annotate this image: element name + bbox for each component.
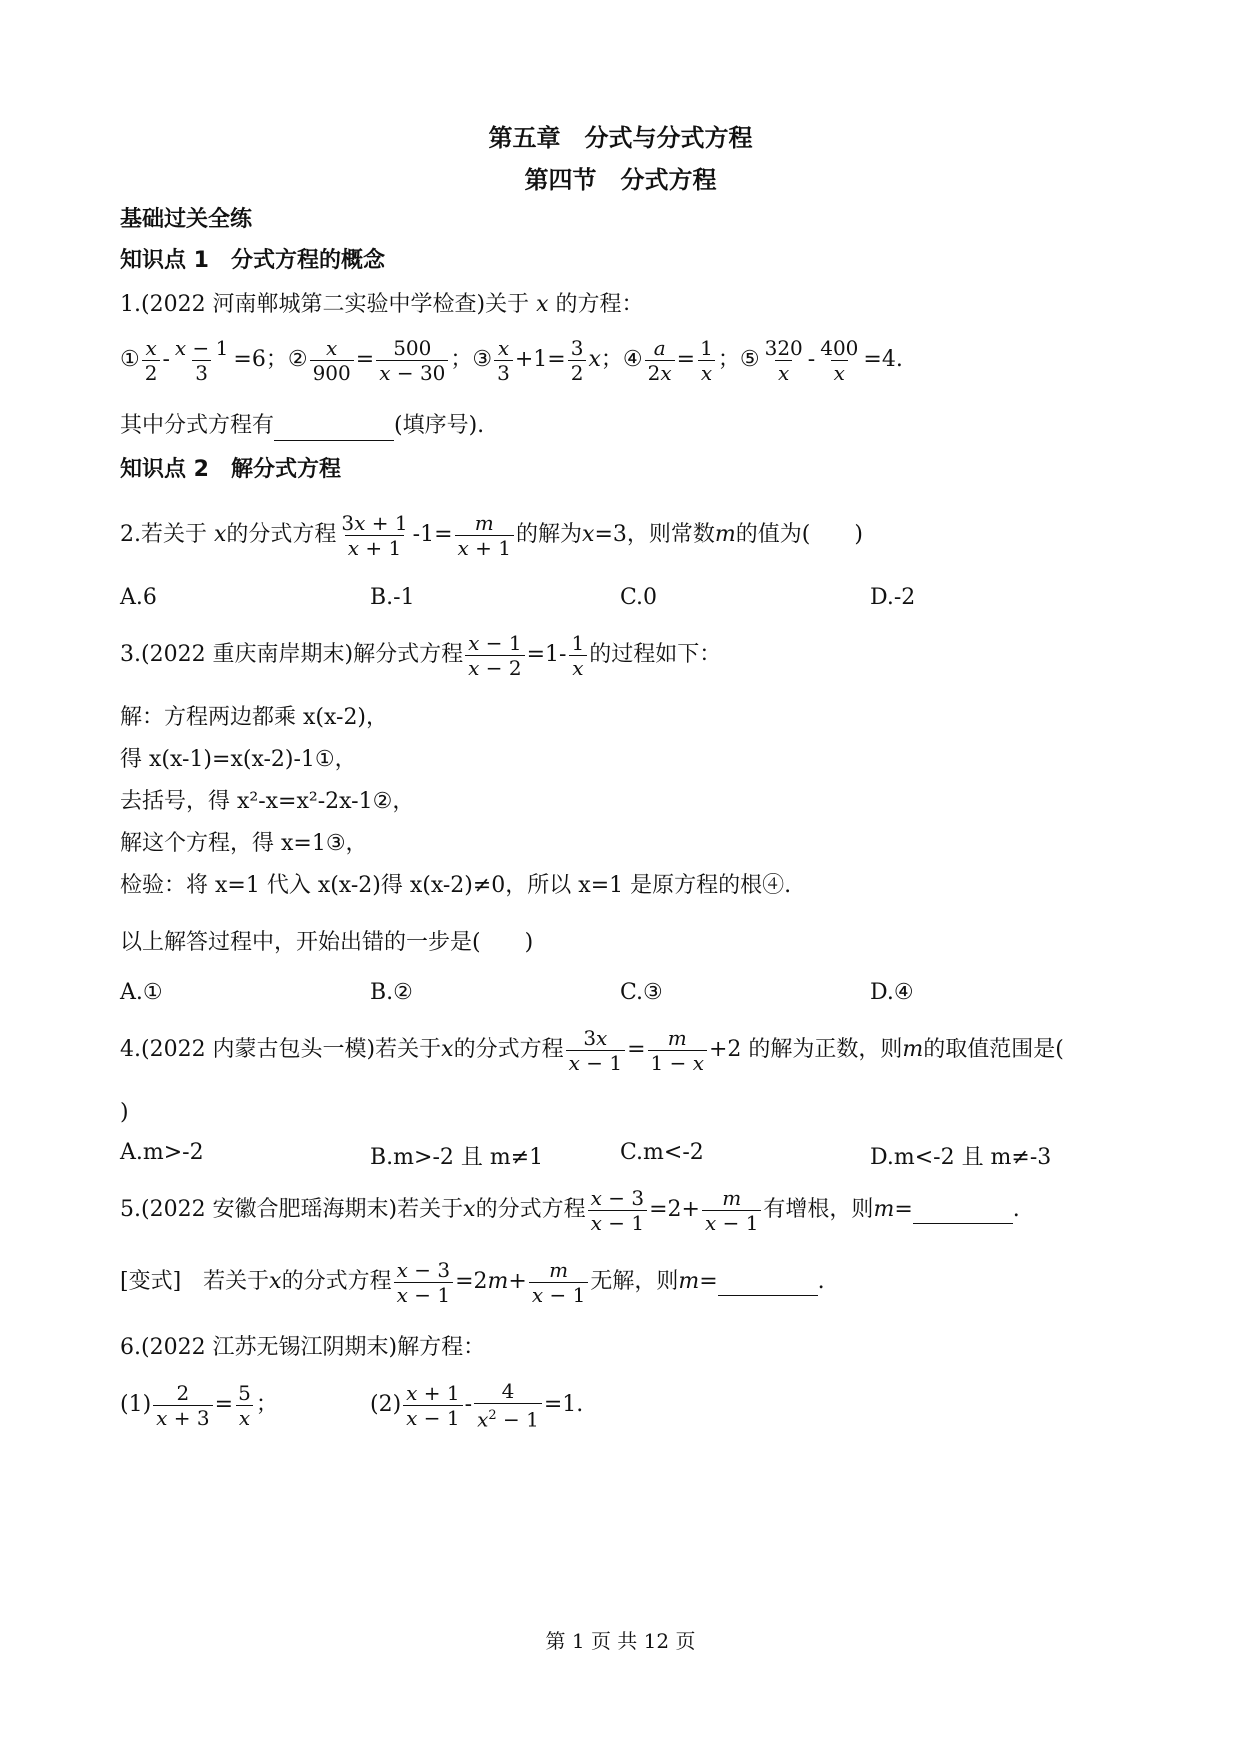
solution-step-1: 解：方程两边都乘 x(x-2)， [120,705,389,730]
question-1-intro: 1.(2022 河南郸城第二实验中学检查)关于 x 的方程： [120,292,644,317]
solution-step-2: 得 x(x-1)=x(x-2)-1①， [120,747,357,772]
question-3: 3.(2022 重庆南岸期末)解分式方程 $\frac{x - 1}{x - 2}$ =1- $\frac{1}{x}$ 的过程如下： [120,630,722,680]
answer-blank[interactable] [718,1269,818,1296]
question-3-prompt: 以上解答过程中，开始出错的一步是( ) [120,930,534,955]
option-b[interactable]: B.m>-2 且 m≠1 [370,1145,544,1170]
question-2: 2.若关于 x 的分式方程 $\frac{3x + 1}{x + 1}$ -1= $\frac{m}{x + 1}$ 的解为 x =3，则常数 m 的值为( ) [120,510,863,560]
section-title: 第四节 分式方程 [524,166,717,194]
page-footer: 第 1 页 共 12 页 [545,1629,696,1653]
solution-step-3: 去括号，得 x²-x=x²-2x-1②， [120,789,415,814]
answer-blank[interactable] [274,410,394,441]
option-d[interactable]: D.④ [870,980,914,1005]
question-1-tail: 其中分式方程有 (填序号). [120,410,484,441]
option-c[interactable]: C.0 [620,585,658,610]
variant-question: [变式] 若关于 x 的分式方程 $\frac{x - 3}{x - 1}$ =2 m + $\frac{m}{x - 1}$ 无解，则 m = . [120,1257,825,1307]
option-a[interactable]: A.6 [120,585,157,610]
answer-blank[interactable] [913,1197,1013,1224]
option-c[interactable]: C.③ [620,980,663,1005]
option-a[interactable]: A.m>-2 [120,1140,204,1165]
question-5: 5.(2022 安徽合肥瑶海期末)若关于 x 的分式方程 $\frac{x - 3}{x - 1}$ =2+ $\frac{m}{x - 1}$ 有增根，则 m = . [120,1185,1020,1235]
knowledge-point-2: 知识点 2 解分式方程 [120,457,341,482]
option-d[interactable]: D.m<-2 且 m≠-3 [870,1145,1052,1170]
solution-step-5: 检验：将 x=1 代入 x(x-2)得 x(x-2)≠0，所以 x=1 是原方程的根④. [120,873,792,898]
option-b[interactable]: B.-1 [370,585,415,610]
question-6-part-1: (1) $\frac{2}{x + 3}$ = $\frac{5}{x}$ ； [120,1380,278,1430]
chapter-title: 第五章 分式与分式方程 [488,124,753,152]
option-c[interactable]: C.m<-2 [620,1140,704,1165]
question-6-part-2: (2) $\frac{x + 1}{x - 1}$ - $\frac{4}{x^2 - 1}$ =1. [370,1378,584,1432]
knowledge-point-1: 知识点 1 分式方程的概念 [120,248,385,273]
question-4-close: ) [120,1100,129,1125]
solution-step-4: 解这个方程，得 x=1③， [120,831,368,856]
question-6-intro: 6.(2022 江苏无锡江阴期末)解方程： [120,1335,486,1360]
drill-title: 基础过关全练 [120,207,253,232]
option-b[interactable]: B.② [370,980,413,1005]
question-1-equations: ① $\frac{x}{2}$ - $\frac{x - 1}{3}$ =6； ② $\frac{x}{900}$ = $\frac{500}{x - 30}$ ； ③ $\frac{x}{3}$ +1= $\frac{3}{2}$ x； ④ $\frac{a}{2x}$ = $\frac{1}{x}$ ； ⑤ $\frac{320}{x}$ - $\frac{400}{x}$ =4. [120,335,903,385]
question-4: 4.(2022 内蒙古包头一模)若关于 x 的分式方程 $\frac{3x}{x - 1}$ = $\frac{m}{1 - x}$ +2 的解为正数，则 m 的取值范围是( [120,1025,1064,1075]
option-a[interactable]: A.① [120,980,163,1005]
option-d[interactable]: D.-2 [870,585,916,610]
